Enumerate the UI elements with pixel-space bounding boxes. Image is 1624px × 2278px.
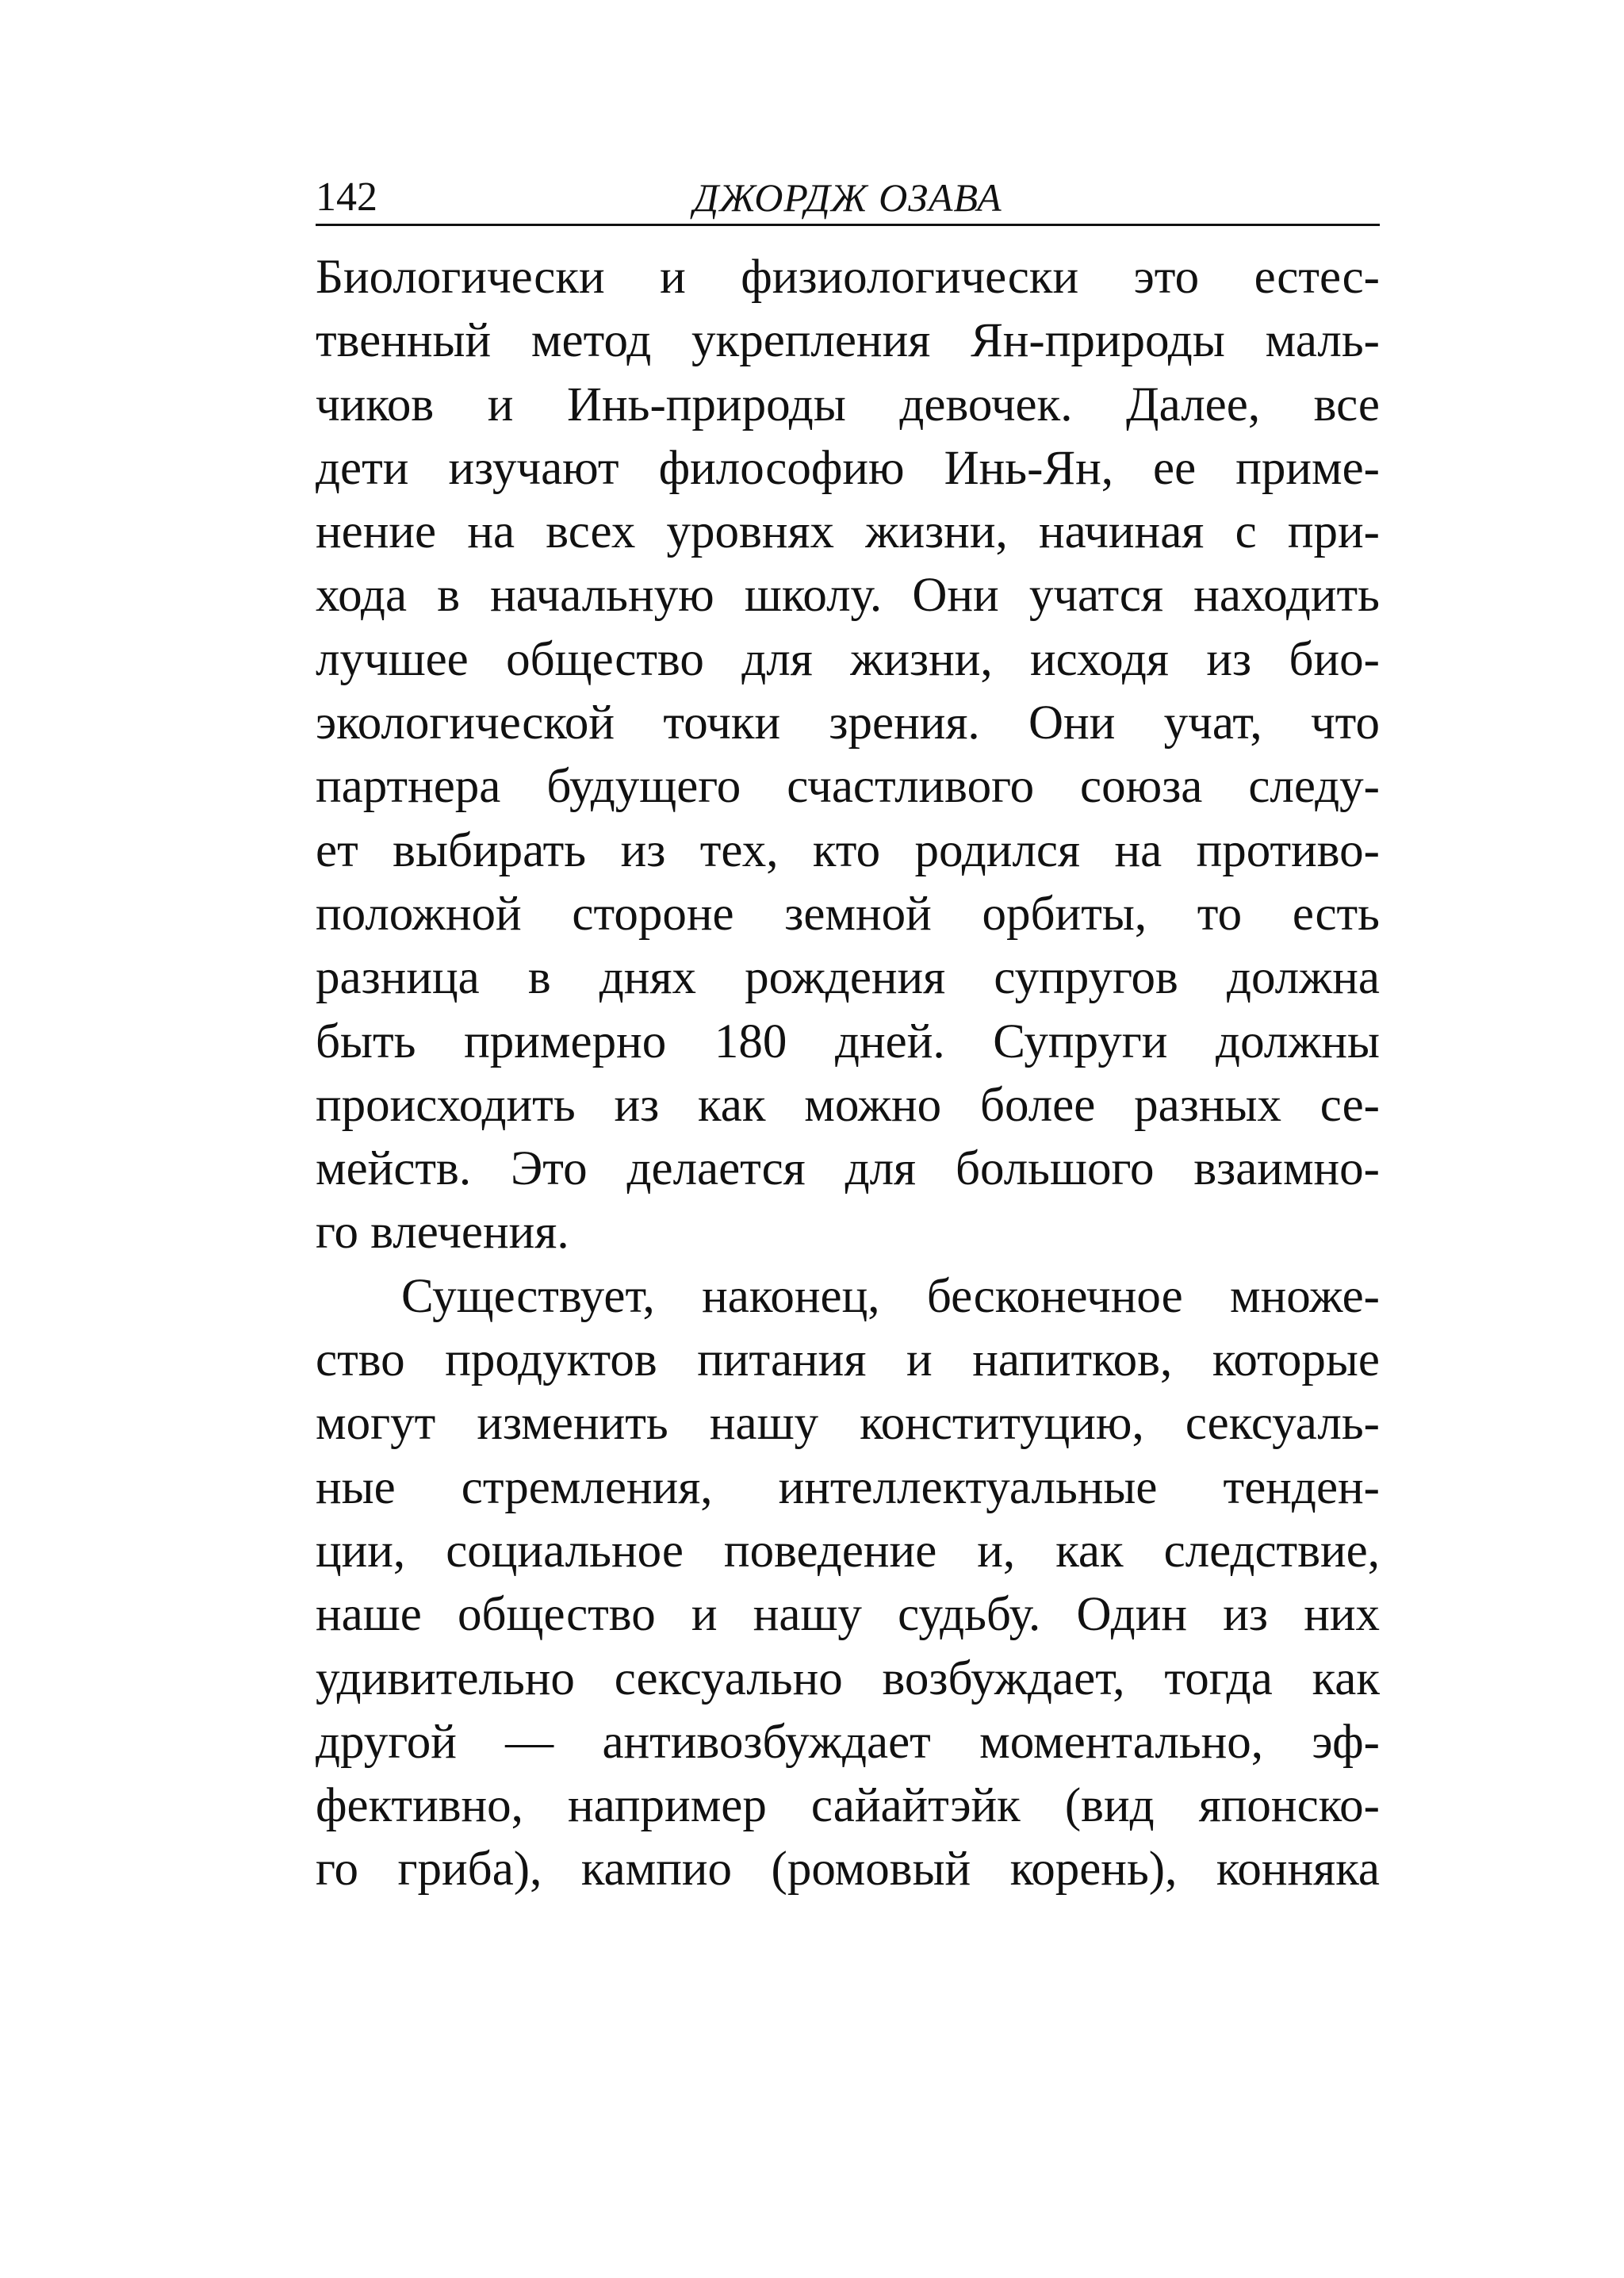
text-line: разница в днях рождения супругов должна bbox=[316, 951, 1380, 1005]
text-line: дети изучают философию Инь-Ян, ее приме- bbox=[316, 441, 1380, 495]
page-number: 142 bbox=[316, 174, 377, 220]
text-line: быть примерно 180 дней. Супруги должны bbox=[316, 1014, 1380, 1068]
paragraph-2 bbox=[316, 1265, 1380, 1902]
text-line: положной стороне земной орбиты, то есть bbox=[316, 887, 1380, 941]
running-title: ДЖОРДЖ ОЗАВА bbox=[693, 175, 1002, 220]
running-header bbox=[316, 170, 1380, 225]
text-line: фективно, например сайайтэйк (вид японско- bbox=[316, 1779, 1380, 1833]
text-line: Существует, наконец, бесконечное множе- bbox=[401, 1269, 1380, 1323]
body-text bbox=[316, 246, 1380, 1902]
text-line: происходить из как можно более разных се- bbox=[316, 1078, 1380, 1132]
text-line: партнера будущего счастливого союза следу- bbox=[316, 760, 1380, 814]
text-line: го влечения. bbox=[316, 1206, 569, 1260]
text-line: наше общество и нашу судьбу. Один из них bbox=[316, 1588, 1380, 1642]
text-line: могут изменить нашу конституцию, сексуаль- bbox=[316, 1397, 1380, 1451]
text-line: Биологически и физиологически это естес- bbox=[316, 251, 1380, 304]
text-line: другой — антивозбуждает моментально, эф- bbox=[316, 1715, 1380, 1769]
text-line: мейств. Это делается для большого взаимно- bbox=[316, 1142, 1380, 1196]
text-line: ные стремления, интеллектуальные тенден- bbox=[316, 1460, 1380, 1514]
paragraph-1 bbox=[316, 246, 1380, 1265]
text-line: лучшее общество для жизни, исходя из био- bbox=[316, 632, 1380, 686]
text-line: го гриба), кампио (ромовый корень), конняка bbox=[316, 1843, 1380, 1896]
text-line: удивительно сексуально возбуждает, тогда как bbox=[316, 1651, 1380, 1705]
text-line: нение на всех уровнях жизни, начиная с при- bbox=[316, 505, 1380, 559]
text-line: чиков и Инь-природы девочек. Далее, все bbox=[316, 378, 1380, 431]
text-line: экологической точки зрения. Они учат, что bbox=[316, 696, 1380, 750]
text-line: ство продуктов питания и напитков, которые bbox=[316, 1333, 1380, 1387]
text-line: хода в начальную школу. Они учатся находить bbox=[316, 569, 1380, 623]
text-line: ет выбирать из тех, кто родился на противо- bbox=[316, 823, 1380, 877]
text-line: ции, социальное поведение и, как следствие, bbox=[316, 1524, 1380, 1578]
header-rule bbox=[316, 224, 1380, 226]
text-line: твенный метод укрепления Ян-природы маль- bbox=[316, 314, 1380, 368]
